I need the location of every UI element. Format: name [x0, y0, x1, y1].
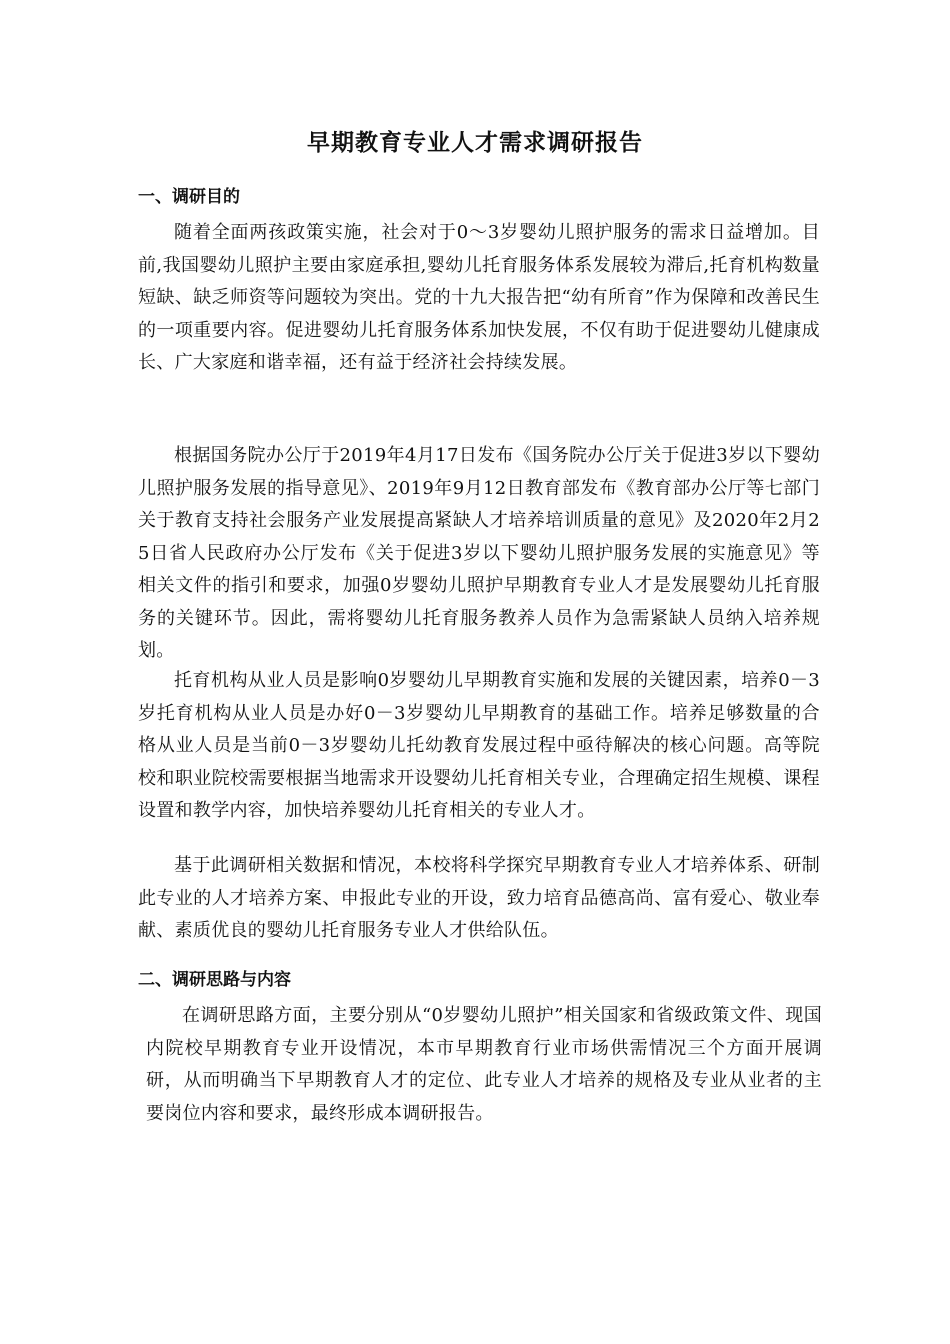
section-heading-approach: 二、调研思路与内容: [138, 970, 291, 990]
paragraph-purpose-2: 根据国务院办公厅于2019年4月17日发布《国务院办公厅关于促进3岁以下婴幼儿照护服务发展的指导意见》、2019年9月12日教育部发布《教育部办公厅等七部门关于教育支持社会服务产业发展提高紧缺人才培养培训质量的意见》及2020年2月25日省人民政府办公厅发布《关于促进3岁以下婴幼儿照护服务发展的实施意见》等相关文件的指引和要求，加强0岁婴幼儿照护早期教育专业人才是发展婴幼儿托育服务的关键环节。因此，需将婴幼儿托育服务教养人员作为急需紧缺人员纳入培养规划。: [138, 445, 820, 661]
paragraph-approach-1: 在调研思路方面，主要分别从“0岁婴幼儿照护”相关国家和省级政策文件、现国内院校早期教育专业开设情况，本市早期教育行业市场供需情况三个方面开展调研，从而明确当下早期教育人才的定位、此专业人才培养的规格及专业从业者的主要岗位内容和要求，最终形成本调研报告。: [146, 1005, 822, 1124]
document-title: 早期教育专业人才需求调研报告: [307, 130, 643, 156]
paragraph-purpose-1: 随着全面两孩政策实施，社会对于0～3岁婴幼儿照护服务的需求日益增加。目前,我国婴幼儿照护主要由家庭承担,婴幼儿托育服务体系发展较为滞后,托育机构数量短缺、缺乏师资等问题较为突出。党的十九大报告把“幼有所育”作为保障和改善民生的一项重要内容。促进婴幼儿托育服务体系加快发展，不仅有助于促进婴幼儿健康成长、广大家庭和谐幸福，还有益于经济社会持续发展。: [138, 222, 820, 373]
paragraph-purpose-4: 基于此调研相关数据和情况，本校将科学探究早期教育专业人才培养体系、研制此专业的人才培养方案、申报此专业的开设，致力培育品德高尚、富有爱心、敬业奉献、素质优良的婴幼儿托育服务专业人才供给队伍。: [138, 855, 820, 941]
paragraph-purpose-3: 托育机构从业人员是影响0岁婴幼儿早期教育实施和发展的关键因素，培养0－3岁托育机构从业人员是办好0－3岁婴幼儿早期教育的基础工作。培养足够数量的合格从业人员是当前0－3岁婴幼儿托幼教育发展过程中亟待解决的核心问题。高等院校和职业院校需要根据当地需求开设婴幼儿托育相关专业，合理确定招生规模、课程设置和教学内容，加快培养婴幼儿托育相关的专业人才。: [138, 670, 820, 821]
section-heading-purpose: 一、调研目的: [138, 187, 240, 207]
